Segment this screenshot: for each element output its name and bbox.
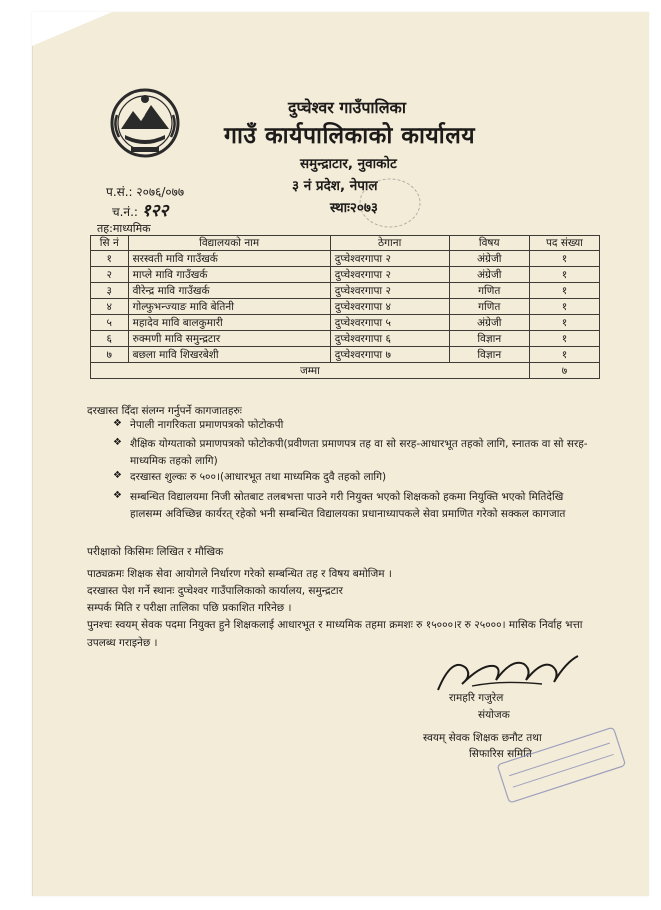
diamond-bullet-icon: ❖	[113, 437, 122, 448]
contact-info: सम्पर्क मिति र परीक्षा तालिका पछि प्रकाशित गरिनेछ ।	[87, 602, 292, 614]
cell-school: माप्ले मावि गाउँखर्क	[128, 267, 330, 283]
cell-subject: गणित	[449, 283, 529, 299]
cell-school: बछला मावि शिखरबेशी	[128, 347, 330, 363]
cell-school: रुक्मणी मावि समुन्द्रटार	[128, 331, 330, 347]
cell-subject: विज्ञान	[449, 347, 529, 363]
requirement-item: दरखास्त शुल्कः रु ५००।(आधारभूत तथा माध्यमिक दुवै तहको लागि)	[130, 471, 387, 483]
table-row	[91, 251, 600, 267]
cell-posts: १	[529, 267, 599, 283]
syllabus: पाठ्यक्रमः शिक्षक सेवा आयोगले निर्धारण गरेको सम्बन्धित तह र विषय बमोजिम ।	[87, 568, 392, 580]
submission-place: दरखास्त पेश गर्ने स्थानः दुप्चेश्वर गाउँपालिकाको कार्यालय, समुन्द्रटार	[87, 585, 343, 597]
address-line-2: ३ नं प्रदेश, नेपाल	[292, 178, 378, 194]
office-stamp-icon	[350, 168, 430, 238]
table-row	[91, 331, 600, 347]
committee-line-2: सिफारिस समिति	[469, 748, 532, 760]
postscript-note: पुनश्चः स्वयम् सेवक पदमा नियुक्त हुने शिक्षकलाई आधारभूत र माध्यमिक तहमा क्रमशः रु १५०००।र रु २५०००। मासिक निर्वाह भत्ता उपलब्ध गराइनेछ ।	[87, 619, 583, 649]
cell-posts: १	[529, 331, 599, 347]
committee-line-1: स्वयम् सेवक शिक्षक छनौट तथा	[423, 732, 542, 744]
cell-posts: १	[529, 283, 599, 299]
cell-subject: अंग्रेजी	[449, 251, 529, 267]
diamond-bullet-icon: ❖	[113, 490, 122, 501]
header-posts: पद संख्या	[529, 236, 599, 251]
office-title: गाउँ कार्यपालिकाको कार्यालय	[224, 123, 476, 149]
cell-sn: ५	[91, 315, 129, 331]
fiscal-year: प.सं.: २०७६/०७७	[106, 185, 185, 199]
cell-subject: अंग्रेजी	[449, 267, 529, 283]
cell-address: दुप्चेश्वरगापा ५	[330, 315, 449, 331]
diamond-bullet-icon: ❖	[113, 470, 122, 481]
dispatch-value: १२२	[141, 201, 169, 221]
handwritten-signature-icon	[432, 646, 582, 696]
cell-subject: विज्ञान	[449, 331, 529, 347]
exam-type: परीक्षाको किसिमः लिखित र मौखिक	[87, 546, 224, 558]
cell-school: गोल्फुभन्ज्याङ मावि बेतिनी	[128, 299, 330, 315]
total-value: ७	[529, 363, 599, 379]
header-subject: विषय	[449, 236, 529, 251]
nepal-emblem-icon	[107, 85, 183, 159]
requirement-item: शैक्षिक योग्यताको प्रमाणपत्रको फोटोकपी(प्रवीणता प्रमाणपत्र तह वा सो सरह-आधारभूत तहको लागि, स्नातक वा सो सरह-माध्यमिक तहको लागि)	[130, 438, 588, 467]
table-header-row	[91, 236, 600, 251]
cell-sn: ६	[91, 331, 129, 347]
table-row	[91, 283, 600, 299]
table-row	[91, 267, 600, 283]
diamond-bullet-icon: ❖	[113, 418, 122, 429]
requirement-item: सम्बन्धित विद्यालयमा निजी स्रोतबाट तलबभत्ता पाउने गरी नियुक्त भएको शिक्षकको हकमा नियुक्ति भएको मितिदेखि हालसम्म अविच्छिन्न कार्यरत् रहेको भनी सम्बन्धित विद्यालयका प्रधानाध्यापकले सेवा प्रमाणित गरेको सक्कल कागजात	[130, 491, 566, 520]
cell-posts: १	[529, 315, 599, 331]
cell-address: दुप्चेश्वरगापा ४	[330, 299, 449, 315]
header-address: ठेगाना	[330, 236, 449, 251]
cell-school: सरस्वती मावि गाउँखर्क	[128, 251, 330, 267]
cell-address: दुप्चेश्वरगापा ७	[330, 347, 449, 363]
requirement-item: नेपाली नागरिकता प्रमाणपत्रको फोटोकपी	[130, 419, 284, 431]
header-school: विद्यालयको नाम	[128, 236, 330, 251]
vacancy-table	[90, 235, 600, 379]
cell-school: महादेव मावि बालकुमारी	[128, 315, 330, 331]
cell-sn: २	[91, 267, 129, 283]
table-row	[91, 347, 600, 363]
cell-address: दुप्चेश्वरगापा ६	[330, 331, 449, 347]
table-total-row	[91, 363, 600, 379]
requirements-heading: दरखास्त दिँदा संलग्न गर्नुपर्ने कागजातहरुः	[87, 405, 242, 417]
cell-address: दुप्चेश्वरगापा २	[330, 251, 449, 267]
cell-sn: ७	[91, 347, 129, 363]
level-label: तह:माध्यमिक	[97, 222, 151, 235]
cell-posts: १	[529, 251, 599, 267]
dispatch-number	[112, 198, 168, 221]
cell-posts: १	[529, 299, 599, 315]
cell-subject: गणित	[449, 299, 529, 315]
signatory-role: संयोजक	[478, 709, 510, 721]
dispatch-label: च.नं.:	[112, 205, 138, 219]
cell-posts: १	[529, 347, 599, 363]
cell-address: दुप्चेश्वरगापा २	[330, 283, 449, 299]
cell-sn: ३	[91, 283, 129, 299]
table-row	[91, 299, 600, 315]
cell-school: वीरेन्द्र मावि गाउँखर्क	[128, 283, 330, 299]
cell-subject: अंग्रेजी	[449, 315, 529, 331]
cell-sn: १	[91, 251, 129, 267]
municipality-name: दुप्चेश्वर गाउँपालिका	[288, 98, 406, 117]
established-year: स्थाः२०७३	[330, 200, 378, 216]
address-line-1: समुन्द्राटार, नुवाकोट	[300, 156, 397, 172]
signatory-name: रामहरि गजुरेल	[449, 692, 504, 704]
total-label: जम्मा	[91, 363, 530, 379]
cell-address: दुप्चेश्वरगापा २	[330, 267, 449, 283]
table-row	[91, 315, 600, 331]
header-sn: सि नं	[91, 236, 129, 251]
cell-sn: ४	[91, 299, 129, 315]
